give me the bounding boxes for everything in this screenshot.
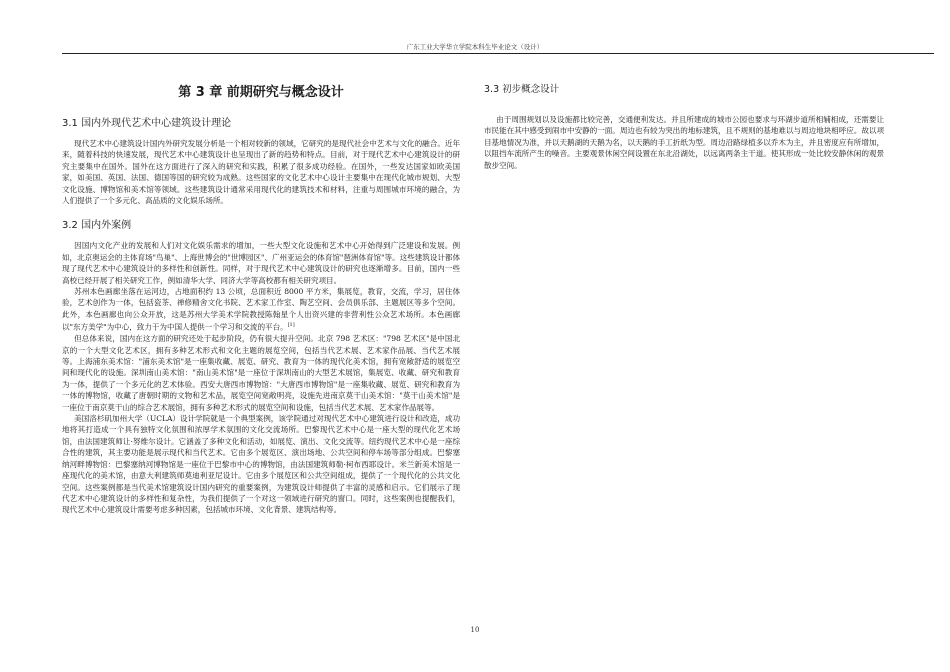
section-3-2 bbox=[62, 220, 460, 515]
section-3-1-paragraph-1: 现代艺术中心建筑设计国内外研究发展分析是一个相对较新的领域，它研究的是现代社会中艺术与文化的融合。近年来，随着科技的快速发展，现代艺术中心建筑设计也呈现出了新的趋势和特点。目前，对于现代艺术中心建筑设计的研究主要集中在国外。国外在这方面进行了深入的研究和实践，积累了很多成功经验。在国外，一些发达国家如欧美国家，如美国、英国、法国、德国等国的研究较为成熟。这些国家的文化艺术中心设计主要集中在现代化城市规划、大型文化设施、博物馆和美术馆等领域。这些建筑设计通常采用现代化的建筑技术和材料，注重与周围城市环境的融合，为人们提供了一个多元化、高品质的文化娱乐场所。 bbox=[62, 139, 460, 206]
right-column bbox=[484, 84, 884, 171]
citation-marker[interactable]: [1] bbox=[287, 322, 295, 329]
running-header: 广东工业大学华立学院本科生毕业论文（设计） bbox=[406, 43, 544, 51]
section-3-3-paragraph-1: 由于周围规划以及设施都比较完善，交通便利发达。并且所建成的城市公园也要求与环湖步道所相辅相成，还需要让市民能在其中感受到闹市中安静的一面。周边也有较为突出的地标建筑，且不规则的基地难以与周边地块相呼应。故以项目基地情况为准，并以天鹅湖的天鹅为名，以天鹅的手工折纸为型。周边沿路绿植多以乔木为主，并且密度应有所增加，以阻挡车流所产生的噪音。主要观景休闲空间设置在东北沿湖处，以远离两条主干道。使其形成一处比较安静休闲的观景散步空间。 bbox=[484, 115, 884, 170]
chapter-title: 第 3 章 前期研究与概念设计 bbox=[178, 85, 344, 100]
section-3-2-paragraph-2-text: 苏州本色画廊坐落在运河边，占地面积约 13 公顷，总面积近 8000 平方米，集展览，教育，交流，学习，居住体验，艺术创作为一体，包括瓷茶、禅修精舍文化书院、艺术家工作室、陶艺空间、会员俱乐部、主题展区等多个空间。此外，本色画廊也向公众开放，这是苏州大学美术学院教授陈翰星个人出资兴建的非营利性公众艺术场所。本色画廊以"东方美学"为中心，致力于为中国人提供一个学习和交流的平台。 bbox=[62, 287, 460, 332]
header-rule bbox=[62, 53, 934, 54]
page-number: 10 bbox=[470, 626, 480, 634]
section-3-1-heading: 3.1 国内外现代艺术中心建筑设计理论 bbox=[62, 118, 232, 129]
section-3-2-heading: 3.2 国内外案例 bbox=[62, 220, 132, 232]
section-3-2-paragraph-4: 美国洛杉矶加州大学（UCLA）设计学院就是一个典型案例，该学院通过对现代艺术中心建筑进行设计和改造，成功地将其打造成一个具有独特文化氛围和浓厚学术氛围的文化交流场所。巴黎现代艺术中心是一座大型的现代化艺术场馆，由法国建筑师让·努维尔设计。它涵盖了多种文化和活动，如展览、演出、文化交流等。纽约现代艺术中心是一座综合性的建筑，其主要功能是展示现代和当代艺术。它由多个展览区、演出场地、公共空间和停车场等部分组成。巴黎塞纳河畔博物馆：巴黎塞纳河博物馆是一座位于巴黎市中心的博物馆，由法国建筑师勒·柯布西耶设计。米兰新美术馆是一座现代化的美术馆，由意大利建筑师莫迪利亚尼设计。它由多个展览区和公共空间组成，提供了一个现代化的公共文化空间。这些案例都是当代美术馆建筑设计国内研究的重要案例，为建筑设计师提供了丰富的灵感和启示。它们展示了现代艺术中心建筑设计的多样性和复杂性，为我们提供了一个对这一领域进行研究的窗口。同时，这些案例也提醒我们，现代艺术中心建筑设计需要考虑多种因素，包括城市环境、文化背景、建筑结构等。 bbox=[62, 414, 460, 515]
section-3-2-paragraph-1: 因国内文化产业的发展和人们对文化娱乐需求的增加，一些大型文化设施和艺术中心开始得到广泛建设和发展。例如，北京奥运会的主体育场"鸟巢"、上海世博会的"世博园区"、广州亚运会的体育馆"琶洲体育馆"等。这些建筑设计都体现了现代艺术中心建筑设计的多样性和创新性。同样，对于现代艺术中心建筑设计的研究也逐渐增多。目前，国内一些高校已经开展了相关研究工作，例如清华大学、同济大学等高校都有相关研究项目。 bbox=[62, 241, 460, 285]
section-3-1 bbox=[62, 118, 460, 206]
section-3-2-paragraph-3: 但总体来说，国内在这方面的研究还处于起步阶段，仍有很大提升空间。北京 798 艺术区："798 艺术区"是中国北京的一个大型文化艺术区，拥有多种艺术形式和文化主题的展览空间，包括当代艺术展、艺术家作品展、当代艺术展等。上海浦东美术馆："浦东美术馆"是一座集收藏、展览、研究、教育为一体的现代化美术馆，拥有宽敞舒适的展览空间和现代化的设施。深圳南山美术馆："南山美术馆"是一座位于深圳南山的大型艺术展馆，集展览、收藏、研究和教育为一体，提供了一个多元化的艺术体验。西安大唐西市博物馆："大唐西市博物馆"是一座集收藏、展览、研究和教育为一体的博物馆，收藏了唐朝时期的文物和艺术品，展览空间宽敞明亮，设施先进南京莫干山美术馆："莫干山美术馆"是一座位于南京莫干山的综合艺术展馆，拥有多种艺术形式的展览空间和设施，包括当代艺术展、艺术家作品展等。 bbox=[62, 334, 460, 412]
section-3-2-paragraph-2 bbox=[62, 286, 460, 333]
section-3-3-heading: 3.3 初步概念设计 bbox=[484, 84, 560, 95]
left-column bbox=[62, 84, 460, 530]
